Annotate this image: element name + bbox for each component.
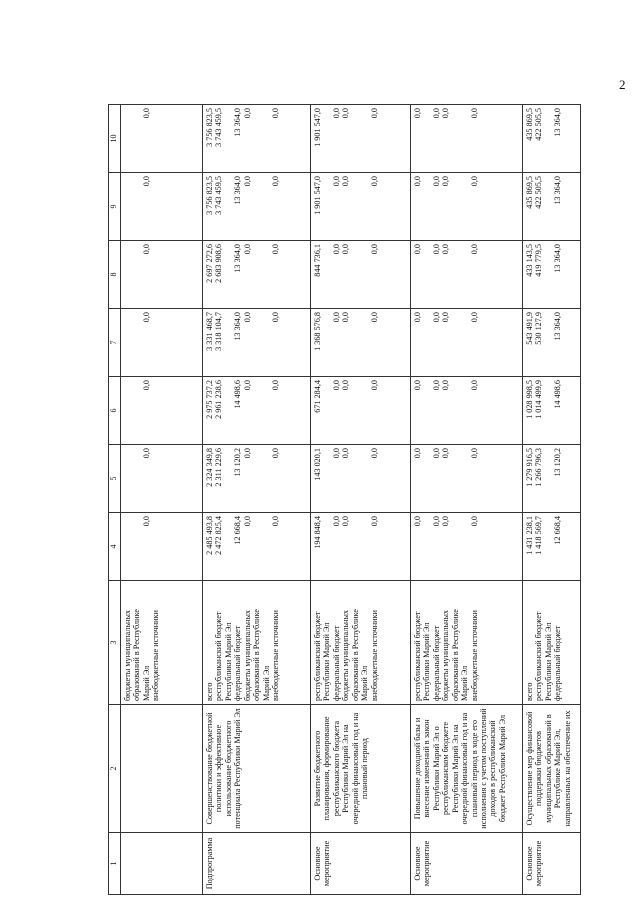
- value-cell: 671 284,4 0,0 0,0 0,0: [311, 377, 411, 445]
- column-header: 10: [109, 105, 121, 173]
- header-row: [109, 105, 121, 895]
- value-cell: 0,0: [121, 377, 203, 445]
- row-type-cell: Основное мероприятие: [311, 833, 411, 895]
- column-header: 5: [109, 445, 121, 513]
- row-type-cell: [121, 833, 203, 895]
- value-cell: 3 331 468,7 3 318 104,7 13 364,0 0,0 0,0: [203, 309, 311, 377]
- column-header: 1: [109, 833, 121, 895]
- value-cell: 2 485 493,8 2 472 825,4 12 668,4 0,0 0,0: [203, 513, 311, 581]
- value-cell: 0,0 0,0 0,0 0,0: [411, 105, 523, 173]
- row-name-cell: Развитие бюджетного планирования, формирование республиканского бюджета Республики Марий Эл на очередной финансовый год и на плановый период: [311, 705, 411, 833]
- value-cell: 3 756 823,5 3 743 459,5 13 364,0 0,0 0,0: [203, 173, 311, 241]
- table-row: [523, 105, 581, 895]
- row-name-cell: Совершенствование бюджетной политики и эффективное использование бюджетного потенциала Республики Марий Эл: [203, 705, 311, 833]
- value-cell: 433 143,5 419 779,5 13 364,0: [523, 241, 581, 309]
- column-header: 4: [109, 513, 121, 581]
- funding-sources-cell: республиканский бюджет Республики Марий Эл федеральный бюджет бюджеты муниципальных образований в Республике Марий Эл внебюджетные источники: [411, 581, 523, 705]
- value-cell: 0,0 0,0 0,0 0,0: [411, 173, 523, 241]
- rotated-table-container: [108, 105, 580, 895]
- column-header: 2: [109, 705, 121, 833]
- value-cell: 1 028 998,5 1 014 499,9 14 498,6: [523, 377, 581, 445]
- value-cell: 0,0 0,0 0,0 0,0: [411, 513, 523, 581]
- value-cell: 0,0: [121, 173, 203, 241]
- value-cell: 0,0 0,0 0,0 0,0: [411, 445, 523, 513]
- row-name-cell: Осуществление мер финансовой поддержки бюджетов муниципальных образований в Республике Марий Эл, направленных на обеспечение их: [523, 705, 581, 833]
- value-cell: 0,0: [121, 105, 203, 173]
- row-type-cell: Основное мероприятие: [523, 833, 581, 895]
- table-row: [121, 105, 203, 895]
- value-cell: 0,0: [121, 241, 203, 309]
- value-cell: 1 901 547,0 0,0 0,0 0,0: [311, 105, 411, 173]
- value-cell: 435 869,5 422 505,5 13 364,0: [523, 105, 581, 173]
- value-cell: 0,0: [121, 445, 203, 513]
- value-cell: 0,0 0,0 0,0 0,0: [411, 309, 523, 377]
- row-name-cell: [121, 705, 203, 833]
- table-row: [203, 105, 311, 895]
- value-cell: 194 848,4 0,0 0,0 0,0: [311, 513, 411, 581]
- table-row: [411, 105, 523, 895]
- budget-table: [108, 104, 581, 895]
- value-cell: 844 736,1 0,0 0,0 0,0: [311, 241, 411, 309]
- value-cell: 1 279 916,5 1 266 796,3 13 120,2: [523, 445, 581, 513]
- value-cell: 2 975 737,2 2 961 238,6 14 498,6 0,0 0,0: [203, 377, 311, 445]
- value-cell: 3 756 823,5 3 743 459,5 13 364,0 0,0 0,0: [203, 105, 311, 173]
- value-cell: 0,0: [121, 309, 203, 377]
- funding-sources-cell: бюджеты муниципальных образований в Республике Марий Эл внебюджетные источники: [121, 581, 203, 705]
- value-cell: 2 324 349,8 2 311 229,6 13 120,2 0,0 0,0: [203, 445, 311, 513]
- funding-sources-cell: всего республиканский бюджет Республики Марий Эл федеральный бюджет бюджеты муниципальных образований в Республике Марий Эл внебюджетные источники: [203, 581, 311, 705]
- column-header: 8: [109, 241, 121, 309]
- value-cell: 543 491,9 530 127,9 13 364,0: [523, 309, 581, 377]
- value-cell: 0,0 0,0 0,0 0,0: [411, 377, 523, 445]
- value-cell: 1 368 576,8 0,0 0,0 0,0: [311, 309, 411, 377]
- column-header: 7: [109, 309, 121, 377]
- value-cell: 1 431 238,1 1 418 569,7 12 668,4: [523, 513, 581, 581]
- row-type-cell: Подпрограмма: [203, 833, 311, 895]
- value-cell: 0,0 0,0 0,0 0,0: [411, 241, 523, 309]
- value-cell: 0,0: [121, 513, 203, 581]
- value-cell: 143 020,1 0,0 0,0 0,0: [311, 445, 411, 513]
- funding-sources-cell: всего республиканский бюджет Республики Марий Эл федеральный бюджет: [523, 581, 581, 705]
- value-cell: 1 901 547,0 0,0 0,0 0,0: [311, 173, 411, 241]
- value-cell: 435 869,5 422 505,5 13 364,0: [523, 173, 581, 241]
- funding-sources-cell: республиканский бюджет Республики Марий Эл федеральный бюджет бюджеты муниципальных образований в Республике Марий Эл внебюджетные источники: [311, 581, 411, 705]
- row-type-cell: Основное мероприятие: [411, 833, 523, 895]
- value-cell: 2 697 272,6 2 683 908,6 13 364,0 0,0 0,0: [203, 241, 311, 309]
- page-number: 2: [619, 77, 626, 92]
- table-row: [311, 105, 411, 895]
- column-header: 6: [109, 377, 121, 445]
- column-header: 3: [109, 581, 121, 705]
- row-name-cell: Повышение доходной базы и внесение изменений в закон Республики Марий Эл о республиканском бюджете Республики Марий Эл на очередной финансовый год и на плановый период в ходе его исполнения с учетом поступлений доходов в республиканский бюджет Республики Марий Эл: [411, 705, 523, 833]
- column-header: 9: [109, 173, 121, 241]
